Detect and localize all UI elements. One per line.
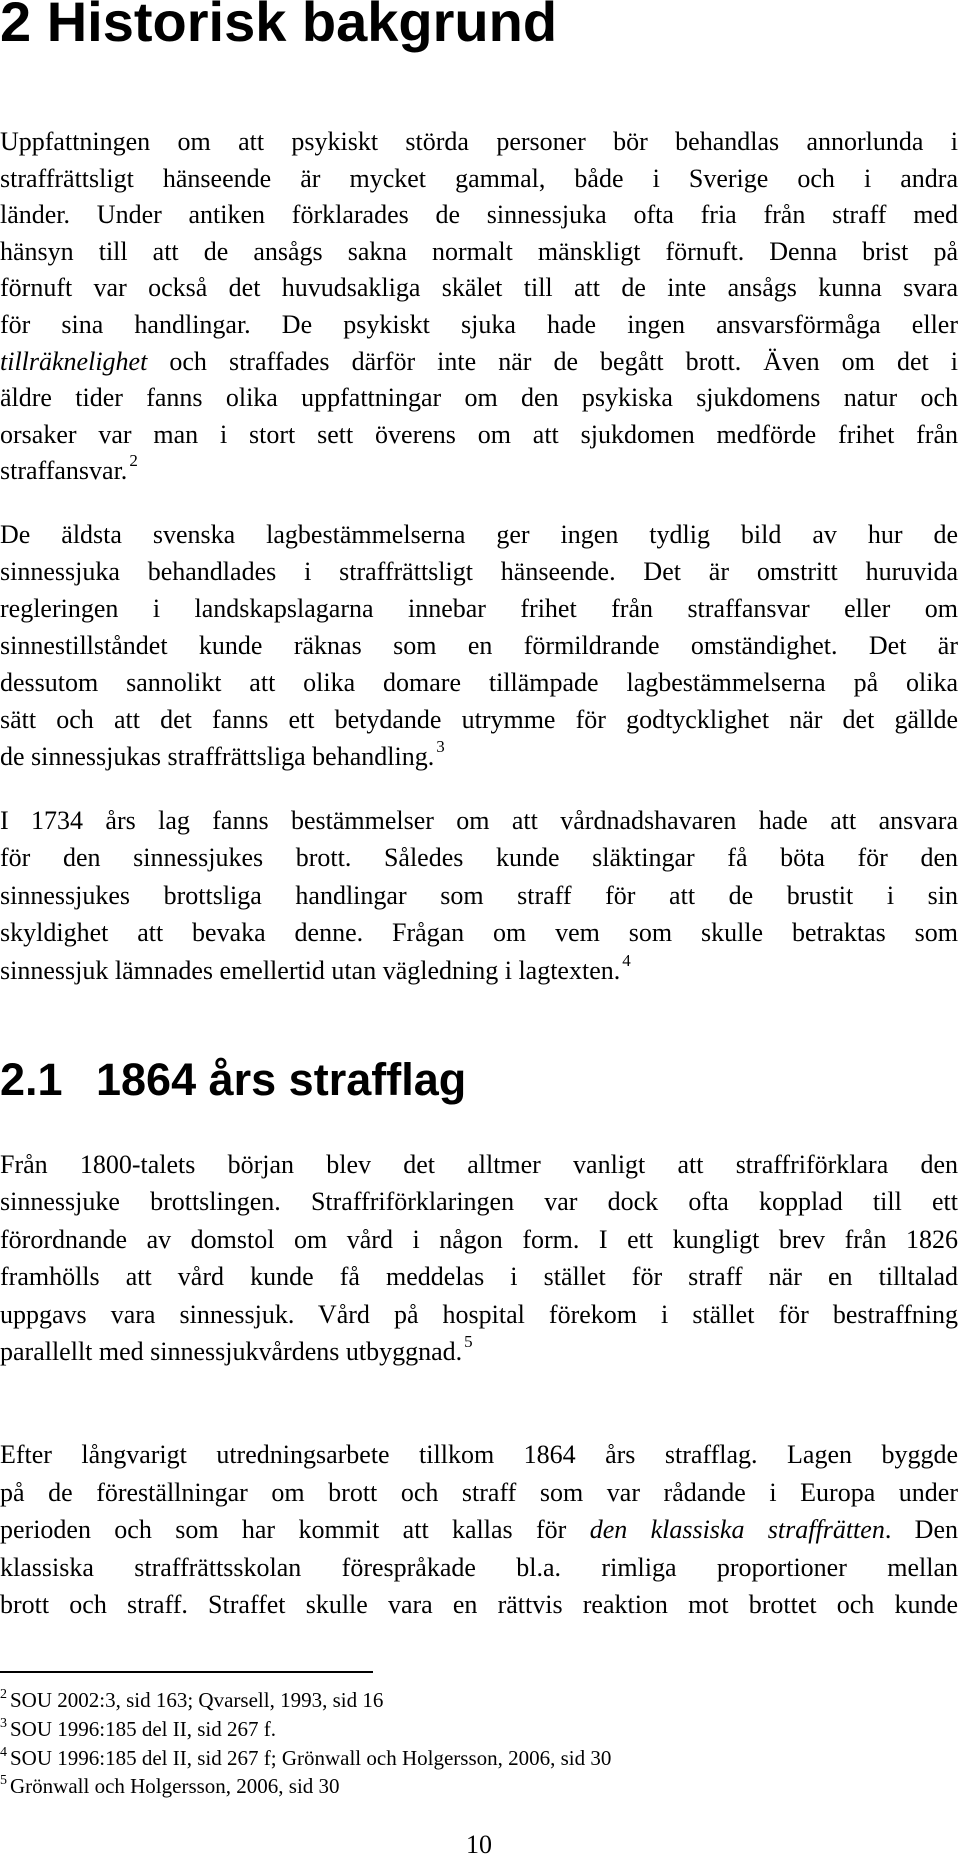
paragraph xyxy=(0,802,958,992)
paragraph xyxy=(0,1146,958,1373)
footnote-ref[interactable]: 4 xyxy=(622,950,631,970)
footnote-number: 4 xyxy=(0,1745,7,1760)
text-fragment: de sinnessjukas straffrättsliga behandling. xyxy=(0,742,435,771)
text-line xyxy=(0,1511,958,1549)
text-line: sinnestillståndet kunde räknas som en förmildrande omständighet. Det är xyxy=(0,631,958,660)
text-line: för sina handlingar. De psykiskt sjuka hade ingen ansvarsförmåga eller xyxy=(0,309,958,339)
text-line: sinnessjukes brottsliga handlingar som straff för att de brustit i sin xyxy=(0,880,958,910)
text-line: länder. Under antiken förklarades de sinnessjuka ofta fria från straff med xyxy=(0,200,958,230)
footnote-text: Grönwall och Holgersson, 2006, sid 30 xyxy=(10,1774,340,1798)
text-fragment: parallellt med sinnessjukvårdens utbyggnad. xyxy=(0,1337,463,1367)
chapter-number: 2 xyxy=(0,0,32,53)
section-number: 2.1 xyxy=(0,1054,63,1105)
text-line xyxy=(0,344,958,381)
text-line: Efter långvarigt utredningsarbete tillkom 1864 års strafflag. Lagen byggde xyxy=(0,1440,958,1469)
footnote-ref[interactable]: 5 xyxy=(464,1332,473,1352)
text-line: på de föreställningar om brott och straff som var rådande i Europa under xyxy=(0,1477,958,1507)
footnote-text: SOU 2002:3, sid 163; Qvarsell, 1993, sid 16 xyxy=(10,1688,384,1712)
text-line: framhölls att vård kunde få meddelas i stället för straff när en tilltalad xyxy=(0,1262,958,1292)
text-line: regleringen i landskapslagarna innebar frihet från straffansvar eller om xyxy=(0,594,958,623)
section-title: 1864 års strafflag xyxy=(96,1054,467,1105)
text-fragment: . Den xyxy=(884,1515,958,1545)
text-line: I 1734 års lag fanns bestämmelser om att vårdnadshavaren hade att ansvara xyxy=(0,806,958,835)
text-line: straffrättsligt hänseende är mycket gammal, både i Sverige och i andra xyxy=(0,163,958,193)
footnote xyxy=(0,1687,383,1717)
chapter-title: Historisk bakgrund xyxy=(46,0,558,53)
italic-term: tillräknelighet xyxy=(0,346,148,376)
italic-term: den klassiska straffrätten xyxy=(589,1515,885,1545)
text-line: skyldighet att bevaka denne. Frågan om vem som skulle betraktas som xyxy=(0,918,958,948)
section-heading xyxy=(0,1052,466,1108)
text-line xyxy=(0,453,958,493)
text-line: sinnessjuka behandlades i straffrättsligt hänseende. Det är omstritt huruvida xyxy=(0,557,958,586)
footnote xyxy=(0,1716,276,1746)
text-line: Från 1800-talets början blev det alltmer vanligt att straffriförklara den xyxy=(0,1150,958,1179)
text-line: sinnessjuke brottslingen. Straffriförklaringen var dock ofta kopplad till ett xyxy=(0,1187,958,1217)
text-fragment: och straffades därför inte när de begått brott. Även om det i xyxy=(147,346,958,376)
paragraph xyxy=(0,124,958,493)
text-line: förnuft var också det huvudsakliga skälet till att de inte ansågs kunna svara xyxy=(0,273,958,303)
footnote xyxy=(0,1773,340,1803)
chapter-heading xyxy=(0,0,557,56)
text-fragment: straffansvar. xyxy=(0,456,128,486)
footnote-ref[interactable]: 2 xyxy=(129,451,138,471)
text-line: förordnande av domstol om vård i någon form. I ett kungligt brev från 1826 xyxy=(0,1224,958,1254)
text-line: De äldsta svenska lagbestämmelserna ger ingen tydlig bild av hur de xyxy=(0,520,958,549)
text-line: äldre tider fanns olika uppfattningar om den psykiska sjukdomens natur och xyxy=(0,383,958,413)
footnote xyxy=(0,1745,611,1775)
text-line: brott och straff. Straffet skulle vara en rättvis reaktion mot brottet och kunde xyxy=(0,1590,958,1620)
paragraph xyxy=(0,1436,958,1624)
text-fragment: perioden och som har kommit att kallas för xyxy=(0,1515,590,1545)
text-line: sätt och att det fanns ett betydande utrymme för godtycklighet när det gällde xyxy=(0,705,958,734)
text-line: för den sinnessjukes brott. Således kunde släktingar få böta för den xyxy=(0,843,958,873)
footnote-ref[interactable]: 3 xyxy=(436,737,445,756)
text-line: orsaker var man i stort sett överens om att sjukdomen medförde frihet från xyxy=(0,419,958,449)
text-line xyxy=(0,952,958,992)
footnote-number: 2 xyxy=(0,1687,7,1702)
footnote-number: 5 xyxy=(0,1773,7,1788)
text-line xyxy=(0,1333,958,1373)
text-line xyxy=(0,738,958,778)
text-line: klassiska straffrättsskolan förespråkade bl.a. rimliga proportioner mellan xyxy=(0,1552,958,1582)
footnote-number: 3 xyxy=(0,1716,7,1731)
footnote-divider xyxy=(0,1671,373,1673)
footnote-text: SOU 1996:185 del II, sid 267 f; Grönwall och Holgersson, 2006, sid 30 xyxy=(10,1746,612,1770)
footnote-text: SOU 1996:185 del II, sid 267 f. xyxy=(10,1717,276,1741)
text-line: Uppfattningen om att psykiskt störda personer bör behandlas annorlunda i xyxy=(0,127,958,156)
page-number: 10 xyxy=(466,1830,492,1859)
text-fragment: sinnessjuk lämnades emellertid utan vägledning i lagtexten. xyxy=(0,955,621,985)
text-line: dessutom sannolikt att olika domare tillämpade lagbestämmelserna på olika xyxy=(0,668,958,697)
paragraph xyxy=(0,516,958,778)
text-line: uppgavs vara sinnessjuk. Vård på hospital förekom i stället för bestraffning xyxy=(0,1299,958,1329)
text-line: hänsyn till att de ansågs sakna normalt mänskligt förnuft. Denna brist på xyxy=(0,236,958,266)
